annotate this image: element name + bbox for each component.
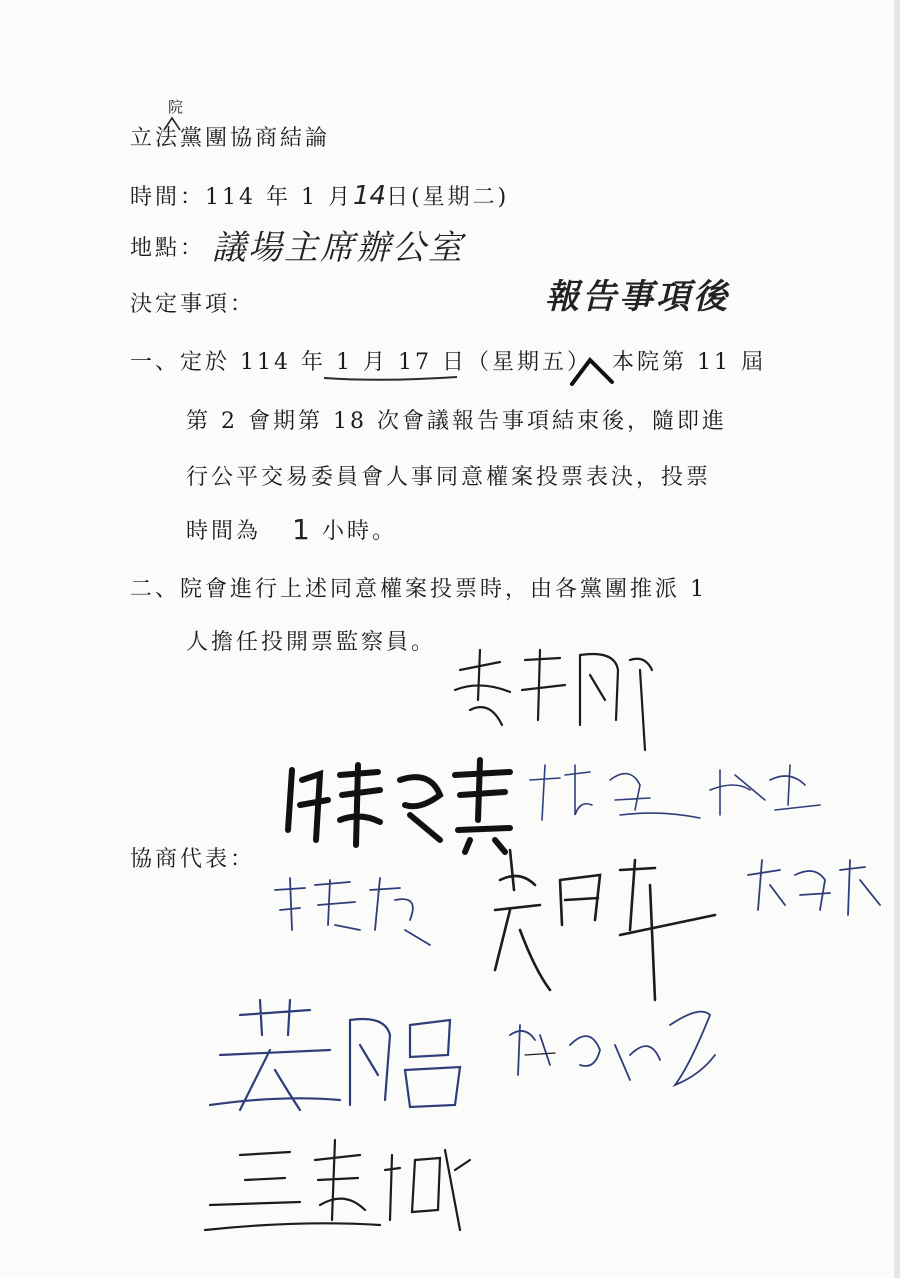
- item1-line2: 第 2 會期第 18 次會議報告事項結束後，隨即進: [186, 409, 727, 434]
- representatives-label: 協商代表：: [130, 847, 256, 872]
- title-prefix: 立法: [130, 126, 181, 151]
- place-label: 地點：: [130, 236, 206, 261]
- place-handwritten: 議場主席辦公室: [212, 228, 464, 268]
- time-day-handwritten: 14: [352, 181, 387, 211]
- title-suffix: 黨團協商結論: [180, 126, 331, 151]
- item1-line3: 行公平交易委員會人事同意權案投票表決，投票: [186, 465, 712, 490]
- decision-handwritten-note: 報告事項後: [545, 277, 730, 317]
- title-insertion-handwritten: 院: [168, 98, 184, 116]
- decision-label: 決定事項：: [130, 292, 256, 317]
- page-edge: [894, 0, 900, 1278]
- date-underline-mark: [322, 372, 462, 386]
- signature-7: [200, 995, 480, 1125]
- time-label: 時間：114 年 1 月: [130, 185, 353, 210]
- signature-9: [200, 1130, 490, 1240]
- item2-line2: 人擔任投開票監察員。: [186, 630, 437, 655]
- item1-hours-handwritten: 1: [292, 513, 310, 546]
- signature-5: [480, 840, 720, 1010]
- signature-6: [740, 855, 890, 935]
- time-suffix: 日(星期二): [386, 185, 510, 210]
- signature-3: [520, 760, 840, 830]
- item1-line1-tail: 本院第 11 屆: [612, 350, 766, 375]
- item1-line4-b: 小時。: [322, 519, 398, 544]
- item1-line4-a: 時間為: [186, 519, 262, 544]
- insertion-caret-mark-2: [568, 354, 618, 388]
- item2-line1: 二、院會進行上述同意權案投票時，由各黨團推派 1: [130, 577, 707, 602]
- time-line: [130, 183, 509, 209]
- signature-1: [440, 630, 670, 760]
- item1-line1: 一、定於 114 年 1 月 17 日（星期五）: [130, 350, 592, 375]
- signature-10: [520, 1035, 560, 1075]
- signature-4: [270, 870, 440, 950]
- insertion-caret-mark: [160, 110, 210, 135]
